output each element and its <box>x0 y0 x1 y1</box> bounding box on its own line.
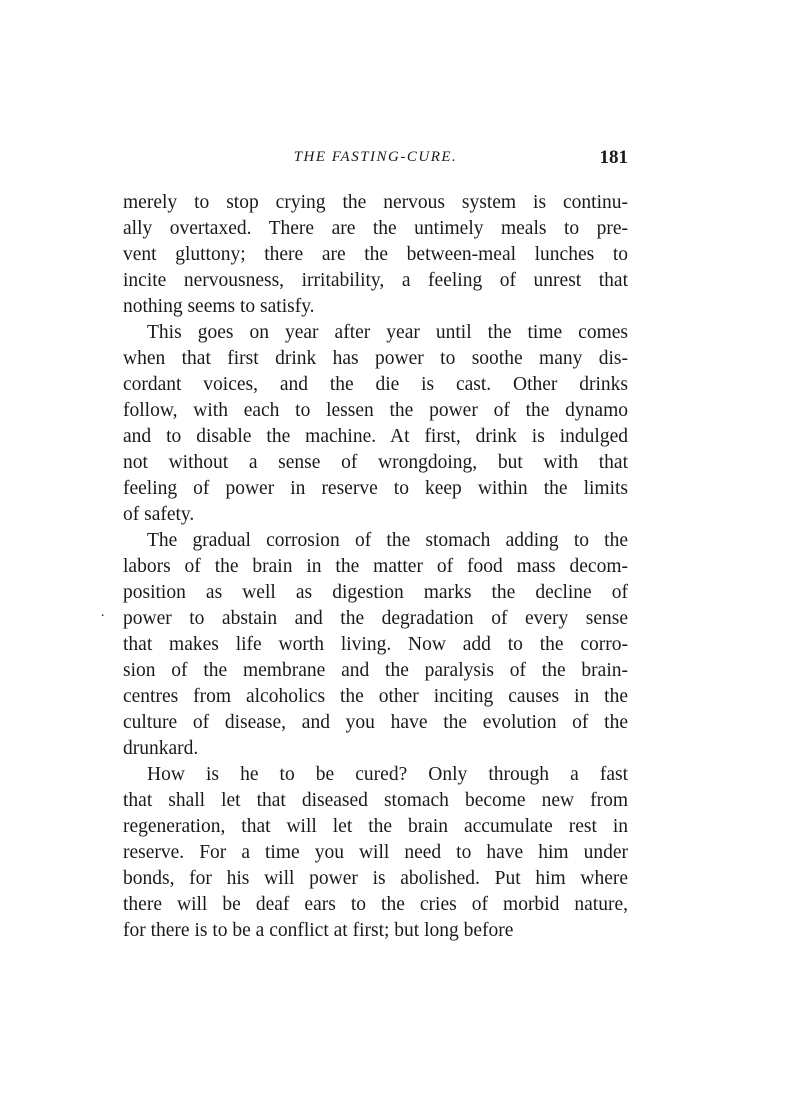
text-line: bonds, for his will power is abolished. Put him where <box>123 868 628 889</box>
margin-mark: ˙ <box>100 612 106 629</box>
text-line: nothing seems to satisfy. <box>123 296 315 317</box>
paragraph <box>123 190 628 320</box>
text-line: not without a sense of wrongdoing, but with that <box>123 452 628 473</box>
text-line: that makes life worth living. Now add to the corro- <box>123 634 628 655</box>
text-line: when that first drink has power to soothe many dis- <box>123 348 628 369</box>
text-line: reserve. For a time you will need to have him under <box>123 842 628 863</box>
paragraph <box>123 528 628 762</box>
paragraph <box>123 320 628 528</box>
text-line: cordant voices, and the die is cast. Other drinks <box>123 374 628 395</box>
text-line: for there is to be a conflict at first; but long before <box>123 920 514 941</box>
text-line: feeling of power in reserve to keep within the limits <box>123 478 628 499</box>
text-line: that shall let that diseased stomach become new from <box>123 790 628 811</box>
text-line: regeneration, that will let the brain accumulate rest in <box>123 816 628 837</box>
text-line: vent gluttony; there are the between-meal lunches to <box>123 244 628 265</box>
text-line: How is he to be cured? Only through a fast <box>147 764 628 785</box>
paragraph <box>123 762 628 944</box>
running-title: THE FASTING-CURE. <box>293 149 458 165</box>
text-line: ally overtaxed. There are the untimely meals to pre- <box>123 218 628 239</box>
text-line: follow, with each to lessen the power of the dynamo <box>123 400 628 421</box>
text-line: The gradual corrosion of the stomach adding to the <box>147 530 628 551</box>
text-line: and to disable the machine. At first, drink is indulged <box>123 426 628 447</box>
text-line: power to abstain and the degradation of every sense <box>123 608 628 629</box>
text-line: labors of the brain in the matter of food mass decom- <box>123 556 628 577</box>
running-head <box>123 147 628 171</box>
text-line: incite nervousness, irritability, a feeling of unrest that <box>123 270 628 291</box>
page-number: 181 <box>599 147 628 168</box>
text-line: there will be deaf ears to the cries of morbid nature, <box>123 894 628 915</box>
text-line: sion of the membrane and the paralysis of the brain- <box>123 660 628 681</box>
text-line: drunkard. <box>123 738 199 759</box>
text-line: position as well as digestion marks the decline of <box>123 582 628 603</box>
text-line: This goes on year after year until the time comes <box>147 322 628 343</box>
text-line: centres from alcoholics the other inciting causes in the <box>123 686 628 707</box>
text-line: culture of disease, and you have the evolution of the <box>123 712 628 733</box>
body-text <box>123 190 628 944</box>
text-line: of safety. <box>123 504 195 525</box>
text-line: merely to stop crying the nervous system is continu- <box>123 192 628 213</box>
